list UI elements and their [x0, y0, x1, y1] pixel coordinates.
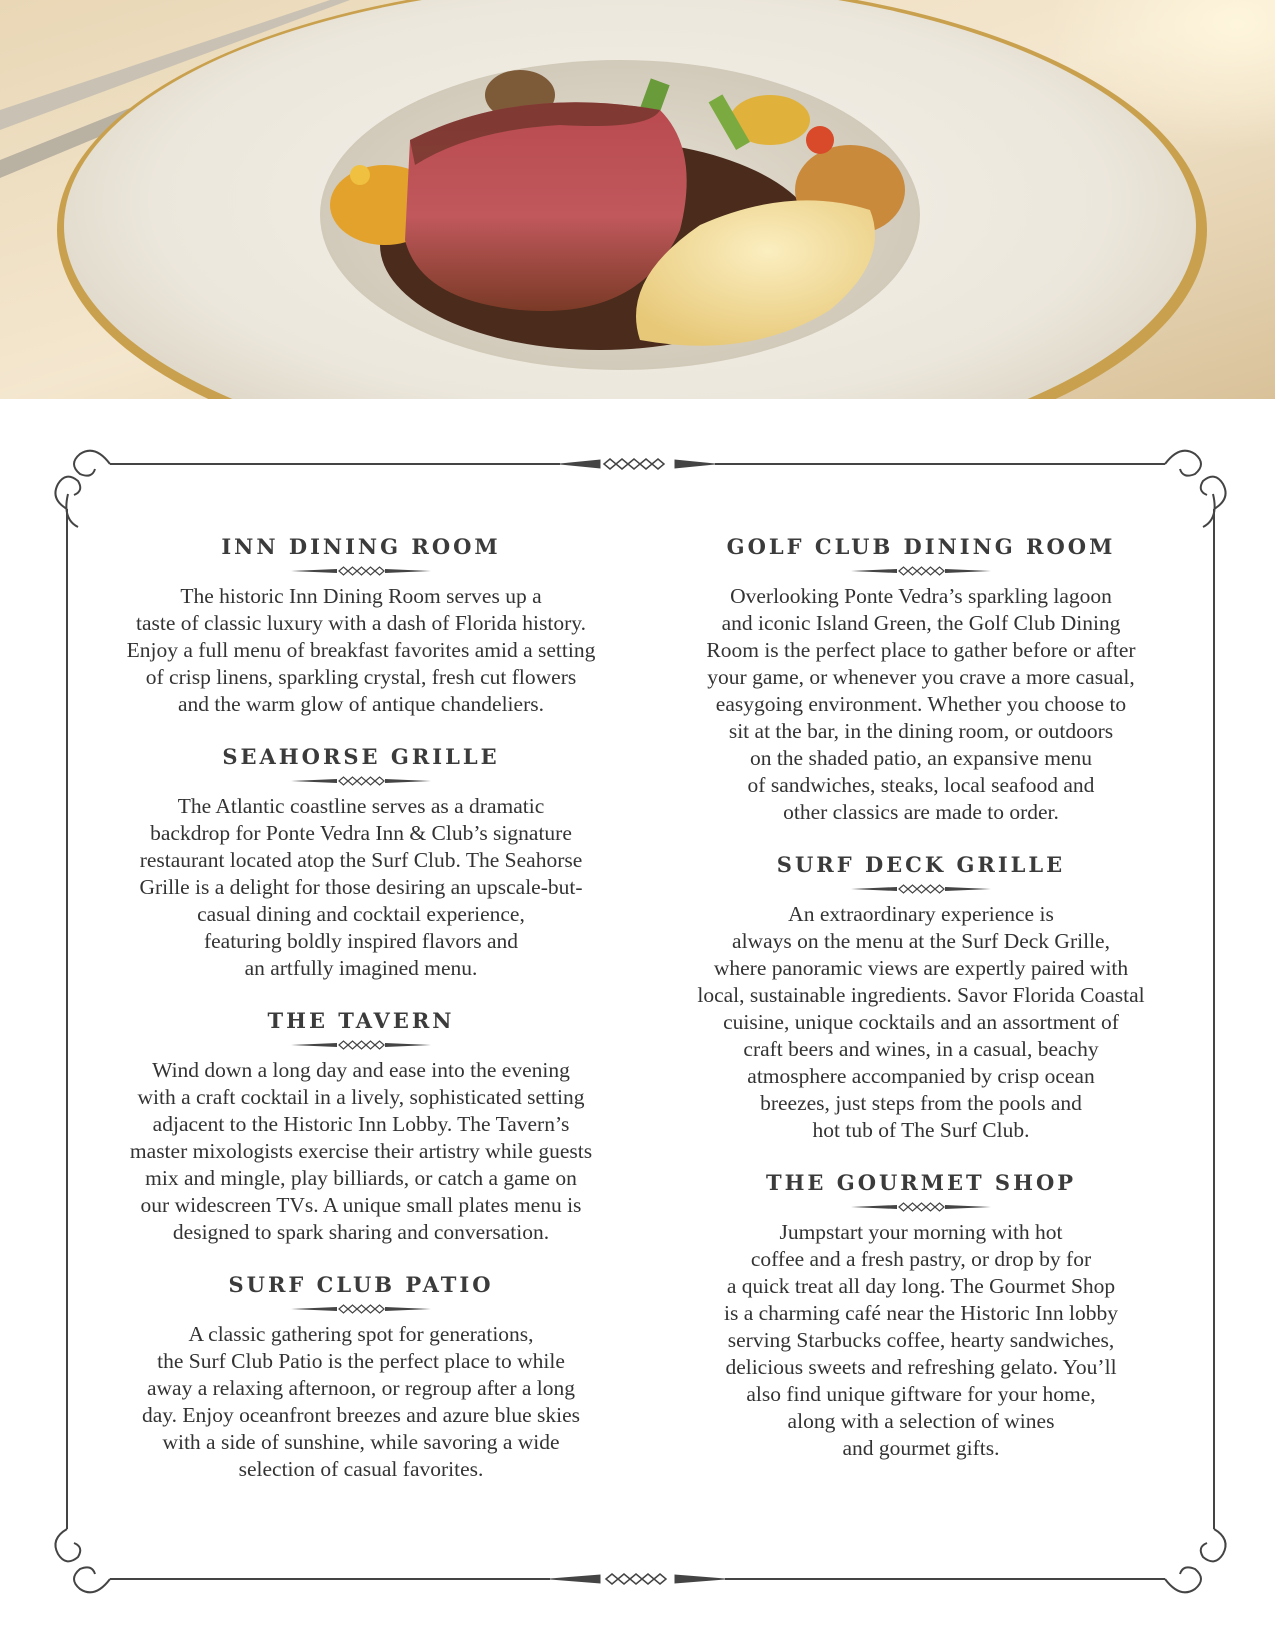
- section-description: [101, 1057, 621, 1246]
- section-golf-club-dining-room: [661, 532, 1181, 826]
- description-line: delicious sweets and refreshing gelato. You’ll: [725, 1355, 1117, 1379]
- description-line: our widescreen TVs. A unique small plates menu is: [140, 1193, 582, 1217]
- description-line: day. Enjoy oceanfront breezes and azure blue skies: [142, 1403, 580, 1427]
- right-column: [661, 532, 1181, 1486]
- description-line: on the shaded patio, an expansive menu: [749, 746, 1093, 770]
- description-line: Jumpstart your morning with hot: [779, 1220, 1063, 1244]
- description-line: of crisp linens, sparkling crystal, fresh cut flowers: [145, 665, 577, 689]
- ornamental-divider: [291, 1039, 431, 1051]
- description-line: easygoing environment. Whether you choose to: [715, 692, 1127, 716]
- ornamental-divider: [851, 1201, 991, 1213]
- description-line: local, sustainable ingredients. Savor Florida Coastal: [697, 983, 1145, 1007]
- description-line: selection of casual favorites.: [238, 1457, 484, 1481]
- description-line: Room is the perfect place to gather before or after: [706, 638, 1136, 662]
- section-description: [661, 901, 1181, 1144]
- description-line: a quick treat all day long. The Gourmet Shop: [726, 1274, 1116, 1298]
- section-title: THE GOURMET SHOP: [765, 1170, 1077, 1195]
- description-line: sit at the bar, in the dining room, or outdoors: [728, 719, 1114, 743]
- ornamental-divider: [851, 883, 991, 895]
- left-column: [101, 532, 621, 1507]
- description-line: restaurant located atop the Surf Club. The Seahorse: [139, 848, 583, 872]
- description-line: along with a selection of wines: [787, 1409, 1055, 1433]
- description-line: also find unique giftware for your home,: [746, 1382, 1096, 1406]
- section-description: [101, 793, 621, 982]
- ornamental-divider: [851, 565, 991, 577]
- ornamental-divider: [291, 1303, 431, 1315]
- ornamental-divider: [291, 565, 431, 577]
- hero-food-illustration: [0, 0, 1275, 399]
- description-line: atmosphere accompanied by crisp ocean: [747, 1064, 1095, 1088]
- section-description: [661, 583, 1181, 826]
- description-line: casual dining and cocktail experience,: [197, 902, 525, 926]
- description-line: the Surf Club Patio is the perfect place to while: [157, 1349, 565, 1373]
- section-description: [661, 1219, 1181, 1462]
- description-line: craft beers and wines, in a casual, beachy: [743, 1037, 1099, 1061]
- description-line: Grille is a delight for those desiring an upscale-but-: [139, 875, 583, 899]
- section-title: THE TAVERN: [267, 1008, 455, 1033]
- hero-food-photo: [0, 0, 1275, 399]
- description-line: Overlooking Ponte Vedra’s sparkling lagoon: [730, 584, 1112, 608]
- description-line: and gourmet gifts.: [842, 1436, 1000, 1460]
- description-line: with a side of sunshine, while savoring a wide: [162, 1430, 560, 1454]
- description-line: coffee and a fresh pastry, or drop by for: [750, 1247, 1092, 1271]
- description-line: The historic Inn Dining Room serves up a: [180, 584, 542, 608]
- ornamental-divider: [291, 775, 431, 787]
- description-line: cuisine, unique cocktails and an assortment of: [723, 1010, 1119, 1034]
- description-line: other classics are made to order.: [783, 800, 1059, 824]
- description-line: featuring boldly inspired flavors and: [203, 929, 519, 953]
- description-line: designed to spark sharing and conversation.: [172, 1220, 550, 1244]
- description-line: mix and mingle, play billiards, or catch a game on: [145, 1166, 577, 1190]
- description-line: is a charming café near the Historic Inn lobby: [723, 1301, 1119, 1325]
- section-surf-club-patio: [101, 1270, 621, 1483]
- section-surf-deck-grille: [661, 850, 1181, 1144]
- section-the-tavern: [101, 1006, 621, 1246]
- description-line: of sandwiches, steaks, local seafood and: [747, 773, 1095, 797]
- description-line: The Atlantic coastline serves as a dramatic: [177, 794, 545, 818]
- description-line: your game, or whenever you crave a more casual,: [707, 665, 1135, 689]
- description-line: breezes, just steps from the pools and: [760, 1091, 1082, 1115]
- description-line: where panoramic views are expertly paired with: [713, 956, 1129, 980]
- top-center-ornament: [560, 459, 715, 469]
- description-line: Wind down a long day and ease into the evening: [152, 1058, 570, 1082]
- corner-flourish-bottom-left: [55, 1529, 110, 1592]
- description-line: serving Starbucks coffee, hearty sandwiches,: [727, 1328, 1115, 1352]
- description-line: away a relaxing afternoon, or regroup after a long: [146, 1376, 576, 1400]
- description-line: hot tub of The Surf Club.: [812, 1118, 1030, 1142]
- section-title: SURF CLUB PATIO: [228, 1272, 494, 1297]
- section-title: INN DINING ROOM: [221, 534, 501, 559]
- description-line: always on the menu at the Surf Deck Grille,: [732, 929, 1110, 953]
- section-title: SEAHORSE GRILLE: [222, 744, 500, 769]
- description-line: An extraordinary experience is: [788, 902, 1054, 926]
- corner-flourish-top-right: [1165, 451, 1226, 527]
- description-line: and iconic Island Green, the Golf Club Dining: [721, 611, 1121, 635]
- description-line: master mixologists exercise their artistry while guests: [129, 1139, 593, 1163]
- section-inn-dining-room: [101, 532, 621, 718]
- description-line: taste of classic luxury with a dash of Florida history.: [135, 611, 587, 635]
- section-title: SURF DECK GRILLE: [776, 852, 1066, 877]
- dining-directory-panel: [0, 399, 1275, 1650]
- description-line: Enjoy a full menu of breakfast favorites amid a setting: [126, 638, 596, 662]
- section-description: [101, 1321, 621, 1483]
- bottom-center-ornament: [550, 1574, 725, 1584]
- section-title: GOLF CLUB DINING ROOM: [726, 534, 1116, 559]
- description-line: and the warm glow of antique chandeliers.: [178, 692, 544, 716]
- corner-flourish-top-left: [55, 451, 110, 527]
- section-description: [101, 583, 621, 718]
- description-line: an artfully imagined menu.: [244, 956, 478, 980]
- section-seahorse-grille: [101, 742, 621, 982]
- description-line: with a craft cocktail in a lively, sophisticated setting: [137, 1085, 585, 1109]
- description-line: A classic gathering spot for generations,: [188, 1322, 534, 1346]
- section-the-gourmet-shop: [661, 1168, 1181, 1462]
- description-line: backdrop for Ponte Vedra Inn & Club’s signature: [150, 821, 572, 845]
- corner-flourish-bottom-right: [1165, 1529, 1226, 1592]
- description-line: adjacent to the Historic Inn Lobby. The Tavern’s: [152, 1112, 570, 1136]
